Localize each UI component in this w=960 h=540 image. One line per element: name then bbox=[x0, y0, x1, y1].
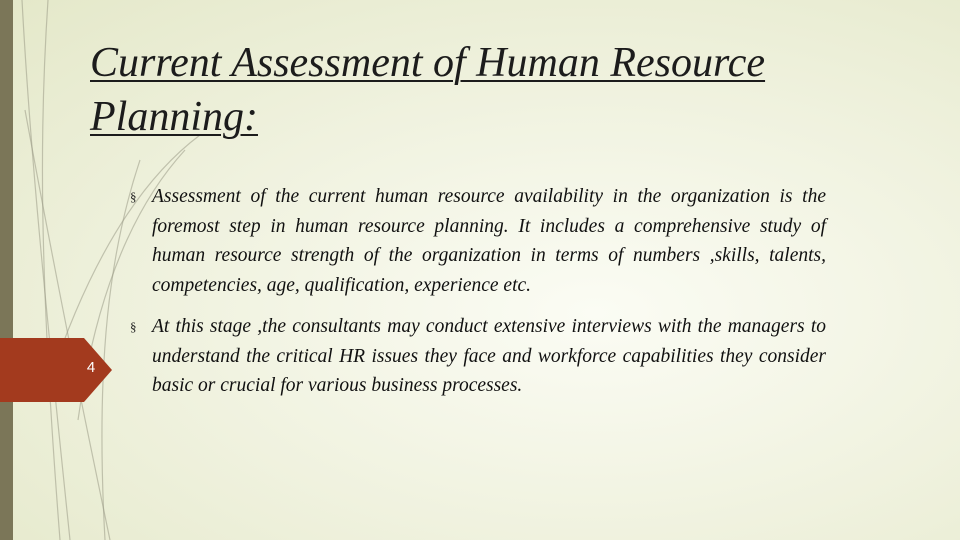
left-accent-bar bbox=[0, 0, 13, 540]
bullet-text: At this stage ,the consultants may conduct extensive interviews with the managers to understand the critical HR issues they face and workforce capabilities they consider basic or crucial for various business processes. bbox=[152, 316, 826, 396]
bullet-marker-icon: § bbox=[130, 319, 137, 334]
bullet-text: Assessment of the current human resource availability in the organization is the foremost step in human resource planning. It includes a comprehensive study of human resource strength of the organization in terms of numbers ,skills, talents, competencies, age, qualification, experience etc. bbox=[152, 186, 826, 296]
bullet-list bbox=[128, 182, 826, 413]
bullet-item bbox=[128, 312, 826, 401]
page-number: 4 bbox=[86, 359, 96, 376]
bullet-item bbox=[128, 182, 826, 300]
slide-title: Current Assessment of Human Resource Planning: bbox=[90, 40, 766, 140]
bullet-marker-icon: § bbox=[130, 189, 137, 204]
